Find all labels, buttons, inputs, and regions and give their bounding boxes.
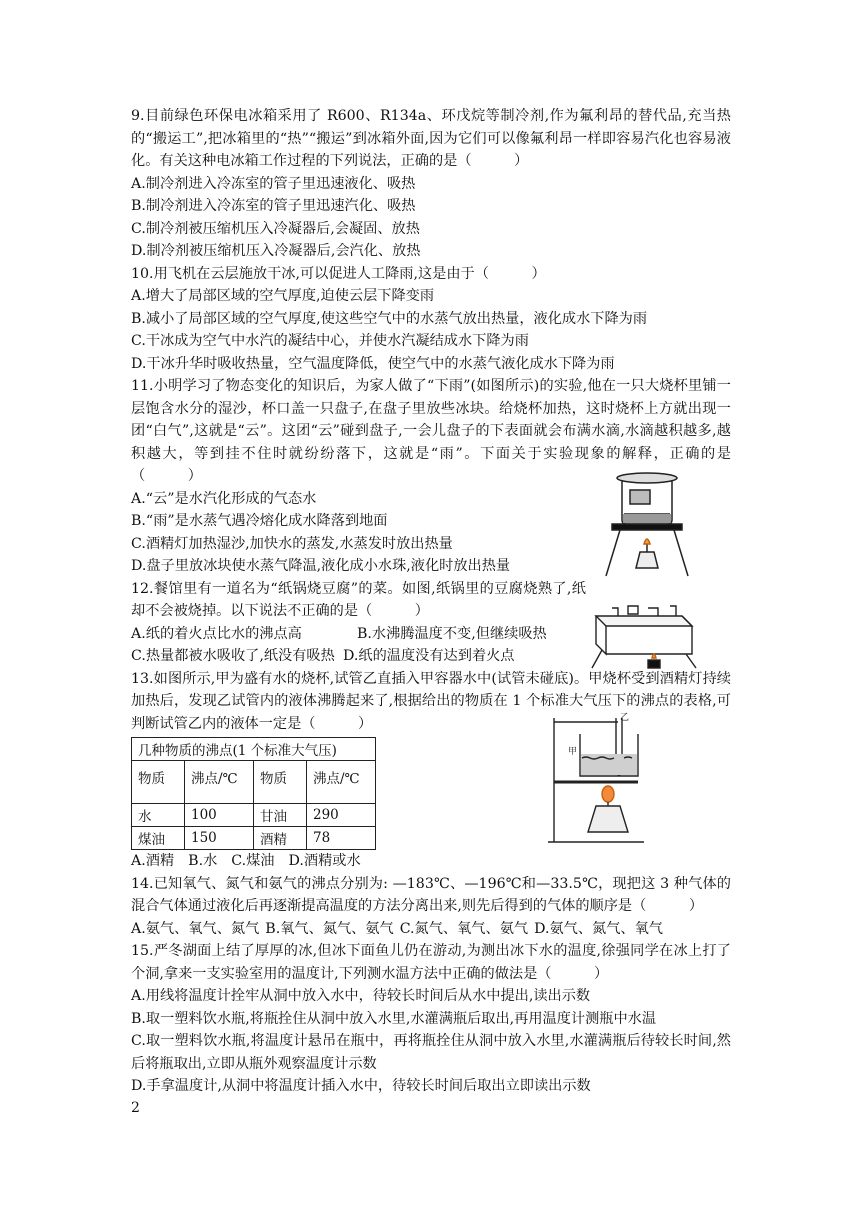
- q12-option-d: D.纸的温度没有达到着火点: [343, 648, 515, 664]
- table-header: 沸点/℃: [185, 761, 254, 804]
- q11-option-a: A.“云”是水汽化形成的气态水: [131, 490, 317, 507]
- q11-option-c: C.酒精灯加热湿沙,加快水的蒸发,水蒸发时放出热量: [131, 535, 453, 552]
- figure-label-jia: 甲: [568, 746, 578, 756]
- table-caption: 几种物质的沸点(1 个标准大气压): [132, 738, 376, 761]
- q9-stem: 9.目前绿色环保电冰箱采用了 R600、R134a、环戊烷等制冷剂,作为氟利昂的替代品,充当热的“搬运工”,把冰箱里的“热”“搬运”到冰箱外面,因为它们可以像氟利昂一样即容易汽化也容易液化。有关这种电冰箱工作过程的下列说法，正确的是（ ）: [131, 108, 731, 169]
- q9-option-c: C.制冷剂被压缩机压入冷凝器后,会凝固、放热: [131, 220, 420, 237]
- page-number: 2: [131, 1100, 140, 1116]
- table-cell: 甘油: [254, 804, 307, 827]
- table-header: 物质: [254, 761, 307, 804]
- q10-stem: 10.用飞机在云层施放干冰,可以促进人工降雨,这是由于（ ）: [131, 265, 546, 282]
- q14-option-a: A.氨气、氧气、氮气: [131, 920, 260, 937]
- q9-option-d: D.制冷剂被压缩机压入冷凝器后,会汽化、放热: [131, 243, 421, 259]
- q15-option-a: A.用线将温度计拴牢从洞中放入水中，待较长时间后从水中提出,读出示数: [131, 988, 591, 1004]
- table-cell: 水: [132, 804, 185, 827]
- q9-option-a: A.制冷剂进入冷冻室的管子里迅速液化、吸热: [131, 175, 416, 192]
- table-cell: 100: [185, 804, 254, 827]
- q12-stem: 12.餐馆里有一道名为“纸锅烧豆腐”的菜。如图,纸锅里的豆腐烧熟了,纸却不会被烧掉。以下说法不正确的是（ ）: [131, 580, 586, 619]
- q15-option-c: C.取一塑料饮水瓶,将温度计悬吊在瓶中，再将瓶拴住从洞中放入水里,水灌满瓶后待较长时间,然后将瓶取出,立即从瓶外观察温度计示数: [131, 1033, 731, 1072]
- q11-option-d: D.盘子里放冰块使水蒸气降温,液化成小水珠,液化时放出热量: [131, 558, 511, 574]
- q10-option-c: C.干冰成为空气中水汽的凝结中心，并使水汽凝结成水下降为雨: [131, 333, 529, 349]
- q10-option-b: B.减小了局部区域的空气厚度,使这些空气中的水蒸气放出热量，液化成水下降为雨: [131, 310, 648, 327]
- q12-option-a: A.纸的着火点比水的沸点高: [131, 625, 302, 642]
- figure-label-yi: 乙: [620, 712, 630, 722]
- q13-option-d: D.酒精或水: [288, 853, 361, 869]
- table-header: 沸点/℃: [307, 761, 376, 804]
- table-cell: 290: [307, 804, 376, 827]
- q12-option-b: B.水沸腾温度不变,但继续吸热: [357, 625, 547, 642]
- q10-option-a: A.增大了局部区域的空气厚度,迫使云层下降变雨: [131, 288, 435, 304]
- q14-stem: 14.已知氧气、氮气和氨气的沸点分别为: —183℃、—196℃和—33.5℃，现把这 3 种气体的混合气体通过液化后再逐渐提高温度的方法分离出来,则先后得到的气体的顺序是（ ）: [131, 875, 731, 914]
- q13-stem: 13.如图所示,甲为盛有水的烧杯,试管乙直插入甲容器水中(试管未碰底)。甲烧杯受到酒精灯持续加热后，发现乙试管内的液体沸腾起来了,根据给出的物质在 1 个标准大气压下的沸点的表格,可判断试管乙内的液体一定是（ ）: [131, 670, 731, 732]
- q14-option-b: B.氧气、氮气、氨气: [265, 920, 394, 937]
- q11-stem: 11.小明学习了物态变化的知识后，为家人做了“下雨”(如图所示)的实验,他在一只大烧杯里铺一层饱含水分的湿沙，杯口盖一只盘子,在盘子里放些冰块。给烧杯加热，这时烧杯上方就出现一团“白气”,这就是“云”。这团“云”碰到盘子,一会儿盘子的下表面就会布满水滴,水滴越积越多,越积越大，等到挂不住时就纷纷落下，这就是“雨”。下面关于实验现象的解释，正确的是（ ）: [131, 378, 731, 484]
- q15-option-d: D.手拿温度计,从洞中将温度计插入水中，待较长时间后取出立即读出示数: [131, 1078, 591, 1094]
- q9-option-b: B.制冷剂进入冷冻室的管子里迅速汽化、吸热: [131, 198, 416, 214]
- q13-options-row: [131, 850, 731, 873]
- q10-option-d: D.干冰升华时吸收热量，空气温度降低，使空气中的水蒸气液化成水下降为雨: [131, 355, 615, 372]
- q14-option-d: D.氨气、氮气、氧气: [534, 920, 663, 937]
- boiling-point-table: [131, 737, 376, 850]
- q11-rain-experiment-figure: [600, 468, 695, 578]
- q15-option-b: B.取一塑料饮水瓶,将瓶拴住从洞中放入水里,水灌满瓶后取出,再用温度计测瓶中水温: [131, 1010, 657, 1027]
- q13-beaker-test-tube-figure: [546, 710, 646, 848]
- q14-options-row: [131, 918, 731, 941]
- q13-option-b: B.水: [188, 853, 218, 869]
- q12-option-c: C.热量都被水吸收了,纸没有吸热: [131, 648, 335, 664]
- table-cell: 酒精: [254, 827, 307, 850]
- q12-paper-pot-figure: [588, 602, 700, 670]
- q15-stem: 15.严冬湖面上结了厚厚的冰,但冰下面鱼儿仍在游动,为测出冰下水的温度,徐强同学在冰上打了个洞,拿来一支实验室用的温度计,下列测水温方法中正确的做法是（ ）: [131, 943, 731, 982]
- q13-option-c: C.煤油: [231, 853, 275, 869]
- table-cell: 煤油: [132, 827, 185, 850]
- q14-option-c: C.氮气、氧气、氨气: [399, 920, 529, 937]
- q11-option-b: B.“雨”是水蒸气遇冷熔化成水降落到地面: [131, 513, 388, 529]
- q13-option-a: A.酒精: [131, 853, 175, 869]
- table-cell: 78: [307, 827, 376, 850]
- table-cell: 150: [185, 827, 254, 850]
- table-header: 物质: [132, 761, 185, 804]
